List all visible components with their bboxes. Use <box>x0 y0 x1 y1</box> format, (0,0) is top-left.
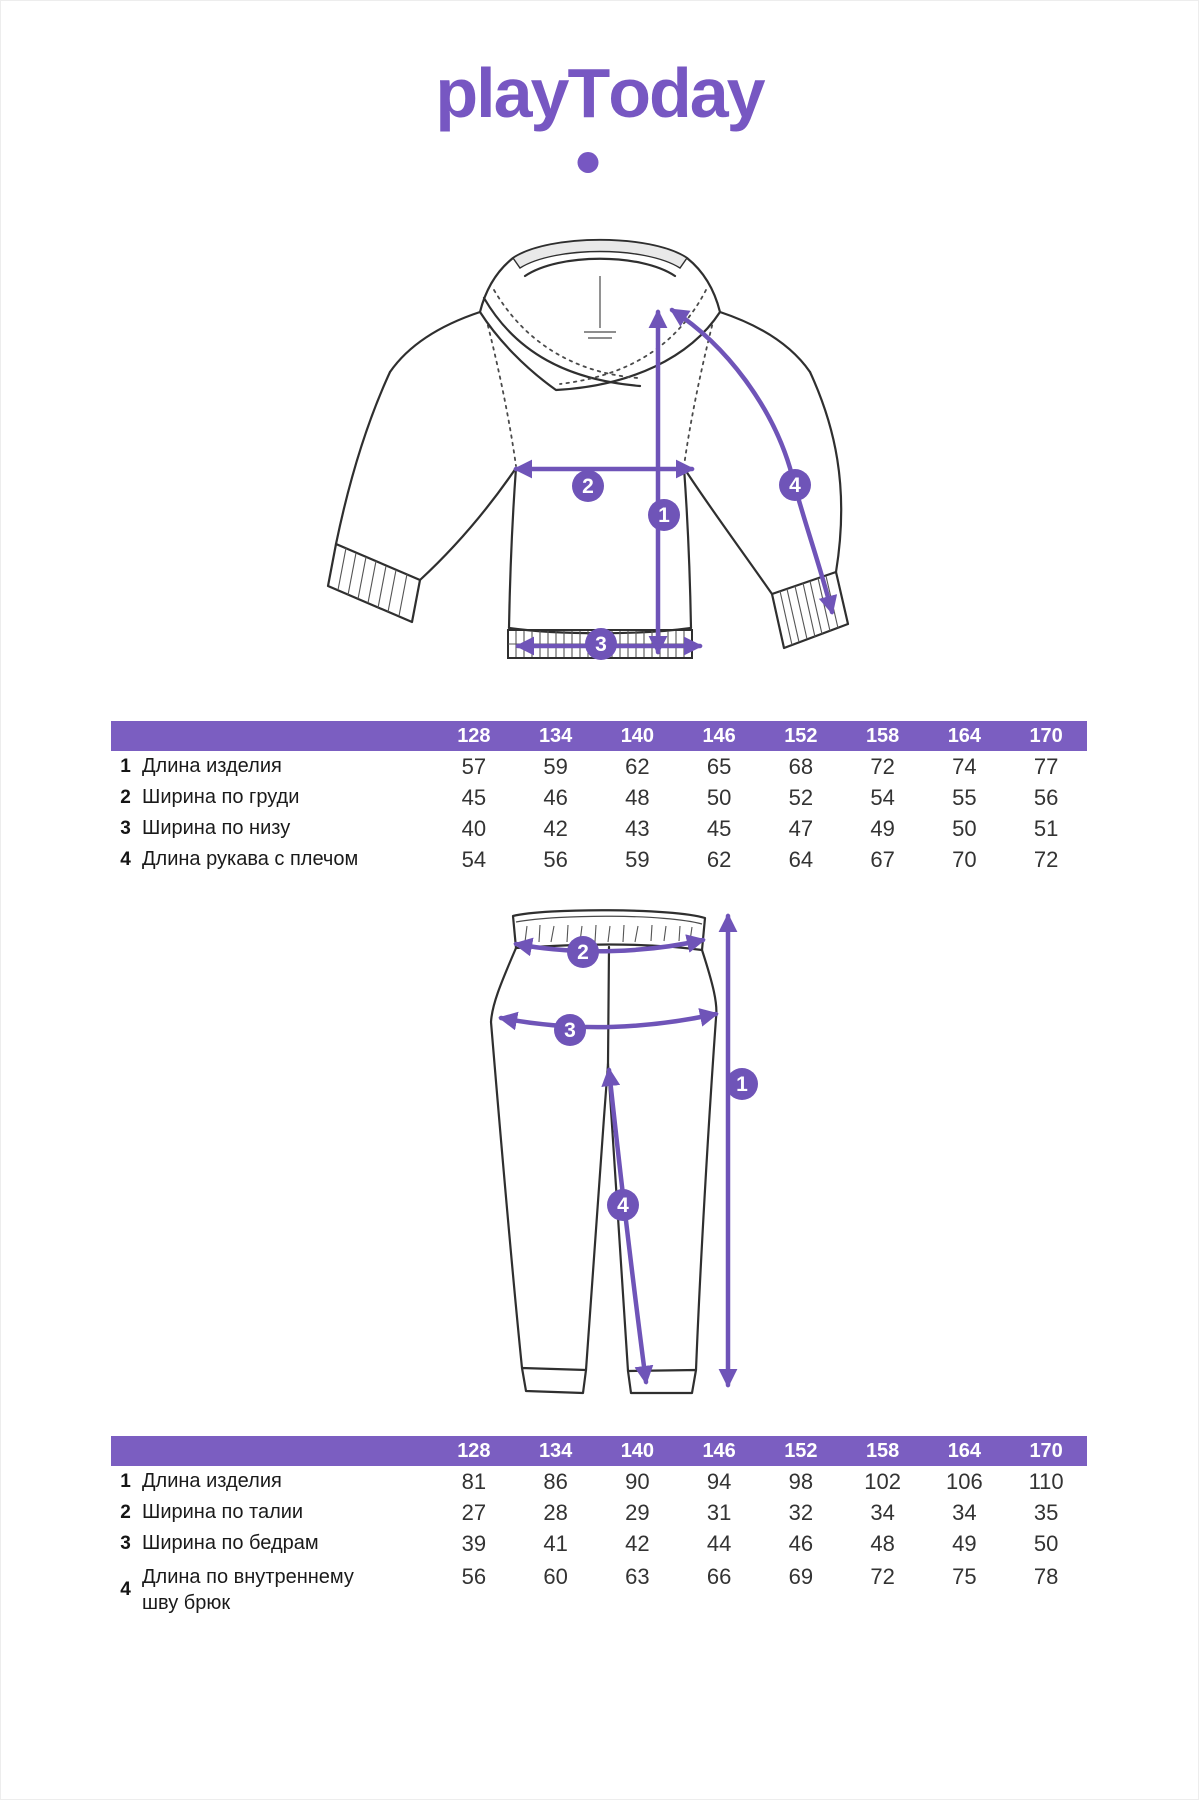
size-value: 56 <box>461 1564 487 1589</box>
size-header-cell: 170 <box>1029 724 1063 747</box>
size-value: 56 <box>1033 784 1059 810</box>
size-value: 49 <box>952 1530 977 1556</box>
svg-text:1: 1 <box>658 504 670 527</box>
row-number: 2 <box>120 1501 131 1523</box>
size-value: 74 <box>952 753 977 779</box>
size-value: 106 <box>946 1468 983 1494</box>
size-value: 60 <box>543 1564 568 1589</box>
svg-text:3: 3 <box>595 633 607 656</box>
pants-measurement-diagram <box>470 900 770 1410</box>
size-value: 62 <box>625 753 650 779</box>
size-header-cell: 158 <box>865 1439 900 1462</box>
size-value: 29 <box>625 1499 650 1525</box>
logo-text-t: T <box>567 58 608 128</box>
row-number: 4 <box>120 1579 131 1600</box>
size-value: 54 <box>870 784 895 810</box>
size-header-row <box>111 1436 1087 1466</box>
size-header-cell: 134 <box>538 724 573 747</box>
svg-text:2: 2 <box>577 941 589 964</box>
size-header-row <box>111 721 1087 751</box>
size-value: 52 <box>788 784 814 810</box>
table-row <box>111 844 1087 875</box>
size-value: 72 <box>870 1564 895 1589</box>
row-label: Длина рукава с плечом <box>142 848 359 870</box>
size-value: 27 <box>461 1499 487 1525</box>
size-value: 39 <box>461 1530 487 1556</box>
logo-text-play: play <box>435 54 568 132</box>
size-value: 72 <box>870 753 895 779</box>
svg-text:4: 4 <box>617 1194 629 1217</box>
size-value: 64 <box>788 846 814 872</box>
size-value: 49 <box>870 815 895 841</box>
size-value: 47 <box>788 815 814 841</box>
size-value: 42 <box>543 815 568 841</box>
svg-text:2: 2 <box>582 475 594 498</box>
size-value: 68 <box>788 753 814 779</box>
size-value: 59 <box>543 753 568 779</box>
size-value: 54 <box>461 846 487 872</box>
size-value: 32 <box>788 1499 814 1525</box>
size-value: 45 <box>706 815 732 841</box>
row-number: 1 <box>120 755 131 777</box>
size-value: 44 <box>706 1530 732 1556</box>
size-value: 69 <box>788 1564 814 1589</box>
size-value: 48 <box>625 784 650 810</box>
size-value: 51 <box>1033 815 1059 841</box>
size-value: 78 <box>1033 1564 1059 1589</box>
size-value: 70 <box>952 846 977 872</box>
size-value: 75 <box>952 1564 977 1589</box>
size-value: 34 <box>952 1499 977 1525</box>
svg-text:3: 3 <box>564 1019 576 1042</box>
size-value: 57 <box>461 753 487 779</box>
hoodie-size-table <box>111 721 1087 875</box>
size-header-cell: 164 <box>947 1439 982 1462</box>
size-header-cell: 128 <box>457 1439 491 1462</box>
size-value: 94 <box>706 1468 732 1494</box>
hoodie-measurement-diagram <box>320 228 880 670</box>
size-value: 50 <box>952 815 977 841</box>
row-number: 3 <box>120 817 131 839</box>
row-number: 1 <box>120 1470 131 1492</box>
size-value: 67 <box>870 846 895 872</box>
row-label: Ширина по талии <box>142 1501 304 1523</box>
size-header-cell: 164 <box>947 724 982 747</box>
size-value: 62 <box>706 846 732 872</box>
size-value: 98 <box>788 1468 814 1494</box>
size-value: 65 <box>706 753 732 779</box>
size-value: 102 <box>864 1468 901 1494</box>
row-label: Длина изделия <box>142 755 282 777</box>
row-label: Длина изделия <box>142 1470 282 1492</box>
size-value: 81 <box>461 1468 487 1494</box>
size-value: 31 <box>706 1499 732 1525</box>
pants-body <box>491 910 716 1393</box>
row-label: Ширина по бедрам <box>142 1532 319 1554</box>
size-header-cell: 146 <box>702 1439 736 1462</box>
row-number: 2 <box>120 786 131 808</box>
size-header-cell: 152 <box>784 724 818 747</box>
table-row <box>111 751 1087 782</box>
size-value: 41 <box>543 1530 568 1556</box>
table-row <box>111 1466 1087 1497</box>
size-header-cell: 128 <box>457 724 491 747</box>
svg-text:4: 4 <box>789 474 801 497</box>
table-row <box>111 782 1087 813</box>
size-value: 72 <box>1033 846 1059 872</box>
size-value: 46 <box>788 1530 814 1556</box>
brand-logo <box>0 54 1199 132</box>
size-value: 55 <box>952 784 977 810</box>
svg-text:1: 1 <box>736 1073 748 1096</box>
size-header-cell: 158 <box>865 724 900 747</box>
size-value: 34 <box>870 1499 895 1525</box>
row-label: Ширина по груди <box>142 786 300 808</box>
table-row <box>111 813 1087 844</box>
size-value: 46 <box>543 784 568 810</box>
size-value: 63 <box>625 1564 650 1589</box>
size-value: 42 <box>625 1530 650 1556</box>
size-value: 50 <box>706 784 732 810</box>
size-value: 90 <box>625 1468 650 1494</box>
size-header-cell: 140 <box>620 1439 655 1462</box>
logo-text-oday: oday <box>608 54 764 132</box>
size-value: 110 <box>1028 1468 1064 1494</box>
size-value: 59 <box>625 846 650 872</box>
size-header-cell: 140 <box>620 724 655 747</box>
size-value: 66 <box>706 1564 732 1589</box>
size-value: 40 <box>461 815 487 841</box>
size-value: 86 <box>543 1468 568 1494</box>
table-row <box>111 1528 1087 1559</box>
size-value: 56 <box>543 846 568 872</box>
pants-size-table <box>111 1436 1087 1621</box>
size-header-cell: 134 <box>538 1439 573 1462</box>
size-value: 45 <box>461 784 487 810</box>
row-number: 3 <box>120 1532 131 1554</box>
row-label: Длина по внутреннему шву брюк <box>142 1566 354 1614</box>
table-row <box>111 1559 1087 1621</box>
size-header-cell: 170 <box>1029 1439 1063 1462</box>
logo-dot-icon <box>577 152 598 173</box>
row-label: Ширина по низу <box>142 817 291 839</box>
row-number: 4 <box>120 848 131 870</box>
size-header-cell: 152 <box>784 1439 818 1462</box>
size-value: 43 <box>625 815 650 841</box>
size-value: 48 <box>870 1530 895 1556</box>
table-row <box>111 1497 1087 1528</box>
size-value: 50 <box>1033 1530 1059 1556</box>
size-value: 77 <box>1033 753 1059 779</box>
size-value: 35 <box>1033 1499 1059 1525</box>
size-header-cell: 146 <box>702 724 736 747</box>
size-value: 28 <box>543 1499 568 1525</box>
